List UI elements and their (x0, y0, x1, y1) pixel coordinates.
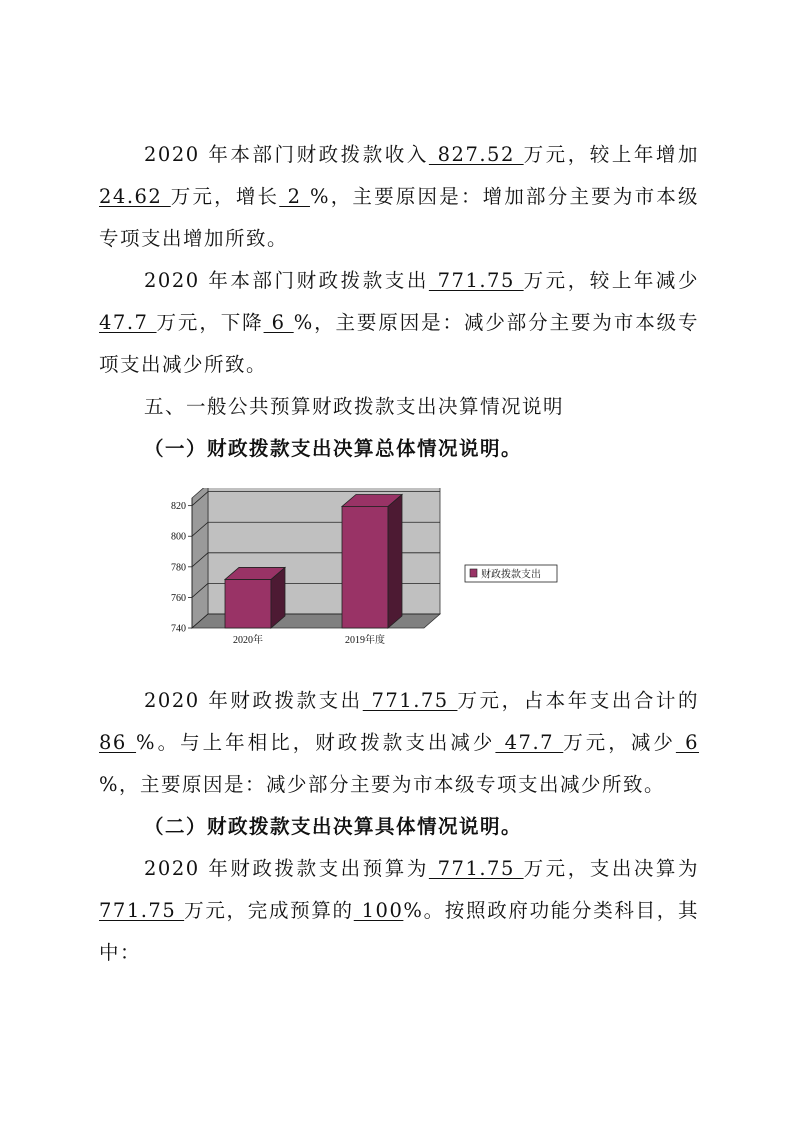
revenue-amount: 827.52 (428, 143, 524, 166)
expenditure-bar-chart (160, 488, 580, 658)
bar-0 (225, 579, 271, 628)
expenditure-decline-pct: 6 (263, 311, 294, 334)
paragraph-overall: 2020 年财政拨款支出 771.75 万元，占本年支出合计的86 %。与上年相比，财政拨款支出减少 47.7 万元，减少 6 %，主要原因是：减少部分主要为市本级专项支出减少所致。 (99, 689, 700, 796)
final-amount: 771.75 (99, 899, 185, 922)
bar-1 (342, 506, 388, 628)
chart-side-wall (192, 488, 208, 628)
y-tick-label: 820 (171, 501, 186, 513)
section-heading: 五、一般公共预算财政拨款支出决算情况说明 (144, 395, 565, 418)
overall-decrease-pct: 6 (675, 731, 700, 754)
subsection-heading-detail: （二）财政拨款支出决算具体情况说明。 (144, 815, 523, 838)
subsection-heading-overall: （一）财政拨款支出决算总体情况说明。 (144, 437, 523, 460)
expenditure-amount: 771.75 (428, 269, 524, 292)
revenue-increase: 24.62 (99, 185, 171, 208)
budget-amount: 771.75 (428, 857, 524, 880)
y-tick-label: 800 (171, 531, 186, 543)
y-tick-label: 740 (171, 623, 186, 635)
x-tick-label: 2019年度 (345, 635, 385, 646)
overall-share-pct: 86 (99, 731, 137, 754)
x-tick-label: 2020年 (233, 635, 263, 646)
completion-pct: 100 (353, 899, 404, 922)
paragraph-expenditure: 2020 年本部门财政拨款支出 771.75 万元，较上年减少47.7 万元，下降 6 %，主要原因是：减少部分主要为市本级专项支出减少所致。 (99, 269, 699, 376)
y-tick-label: 760 (171, 592, 186, 604)
bar-side-1 (388, 494, 402, 628)
paragraph-revenue: 2020 年本部门财政拨款收入 827.52 万元，较上年增加24.62 万元，增长 2 %，主要原因是：增加部分主要为市本级专项支出增加所致。 (99, 143, 699, 250)
expenditure-decrease: 47.7 (99, 311, 157, 334)
paragraph-detail: 2020 年财政拨款支出预算为 771.75 万元，支出决算为771.75 万元，完成预算的 100%。按照政府功能分类科目，其中： (99, 857, 700, 964)
revenue-growth-pct: 2 (279, 185, 310, 208)
overall-amount: 771.75 (362, 689, 458, 712)
overall-decrease: 47.7 (495, 731, 564, 754)
y-tick-label: 780 (171, 562, 186, 574)
legend-label: 财政拨款支出 (481, 569, 541, 581)
legend-swatch (470, 569, 477, 577)
